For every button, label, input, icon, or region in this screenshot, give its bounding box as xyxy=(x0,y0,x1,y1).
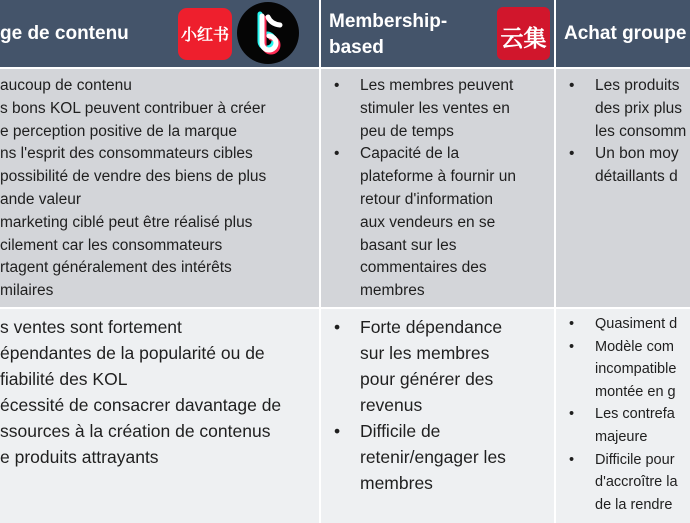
row-divider xyxy=(0,67,690,69)
list-item: • Les membres peuvent stimuler les ventes en peu de temps xyxy=(334,77,514,140)
list-item: ssources à la création de contenus xyxy=(0,421,271,441)
disadvantages-cell-col3 xyxy=(556,309,690,523)
list-item: • Les contrefa majeure xyxy=(595,403,678,448)
header-title-content-commerce: ge de contenu xyxy=(0,23,129,44)
list-item: cilement car les consommateurs xyxy=(0,236,223,254)
list-item: ande valeur xyxy=(0,190,82,208)
advantages-list-col3 xyxy=(569,75,687,189)
disadvantages-list-col1 xyxy=(0,314,281,470)
list-item: • Quasiment d xyxy=(595,313,678,336)
header-cell-content-commerce xyxy=(0,0,320,67)
xiaohongshu-logo: 小红书 xyxy=(178,8,232,60)
bullet-icon: • xyxy=(569,338,575,355)
yunji-logo: 云集 xyxy=(497,7,550,60)
bullet-icon: • xyxy=(569,451,575,468)
column-divider xyxy=(319,0,321,523)
bullet-icon: • xyxy=(569,406,575,423)
header-cell-group-buying xyxy=(556,0,690,67)
list-item: • Les produits des prix plus les consomm xyxy=(569,77,687,140)
list-item: aucoup de contenu xyxy=(0,77,132,94)
header-title-membership-line2: based xyxy=(329,37,384,58)
list-item: s ventes sont fortement xyxy=(0,317,182,337)
tiktok-logo xyxy=(237,2,299,64)
advantages-cell-col3 xyxy=(556,68,690,307)
disadvantages-list-col2 xyxy=(334,314,506,496)
list-item: épendantes de la popularité ou de xyxy=(0,343,265,363)
list-item: • Difficile pour d'accroître la de la rendre xyxy=(595,449,678,517)
bullet-icon: • xyxy=(334,317,341,337)
bullet-icon: • xyxy=(334,145,340,163)
list-item: • Forte dépendance sur les membres pour générer des revenus xyxy=(360,314,506,418)
advantages-cell-col1 xyxy=(0,68,320,307)
advantages-cell-col2 xyxy=(321,68,554,307)
bullet-icon: • xyxy=(569,316,575,332)
disadvantages-list-col3 xyxy=(569,313,678,516)
list-item: milaires xyxy=(0,282,54,300)
list-item: rtagent généralement des intérêts xyxy=(0,259,232,277)
list-item: e perception positive de la marque xyxy=(0,122,237,140)
bullet-icon: • xyxy=(334,421,341,441)
list-item: marketing ciblé peut être réalisé plus xyxy=(0,213,253,231)
list-item: • Un bon moy détaillants d xyxy=(569,145,679,186)
column-divider xyxy=(554,0,556,523)
bullet-icon: • xyxy=(569,77,575,94)
list-item: possibilité de vendre des biens de plus xyxy=(0,168,267,186)
list-item: • Capacité de la plateforme à fournir un retour d'information aux vendeurs en se basant sur les commentaires des membres xyxy=(334,145,516,300)
disadvantages-cell-col1 xyxy=(0,309,320,523)
header-title-group-buying: Achat groupe xyxy=(564,23,687,44)
advantages-list-col1 xyxy=(0,75,266,303)
header-title-membership-line1: Membership- xyxy=(329,11,448,32)
bullet-icon: • xyxy=(334,77,340,94)
list-item: e produits attrayants xyxy=(0,447,159,467)
bullet-icon: • xyxy=(569,145,575,163)
list-item: • Modèle com incompatible montée en g xyxy=(595,336,678,404)
row-divider xyxy=(0,307,690,309)
list-item: s bons KOL peuvent contribuer à créer xyxy=(0,99,266,117)
advantages-list-col2 xyxy=(334,75,516,303)
list-item: écessité de consacrer davantage de xyxy=(0,395,282,415)
header-cell-membership xyxy=(321,0,554,67)
list-item: fiabilité des KOL xyxy=(0,369,128,389)
list-item: ns l'esprit des consommateurs cibles xyxy=(0,145,253,163)
disadvantages-cell-col2 xyxy=(321,309,554,523)
list-item: • Difficile de retenir/engager les membres xyxy=(360,418,506,496)
